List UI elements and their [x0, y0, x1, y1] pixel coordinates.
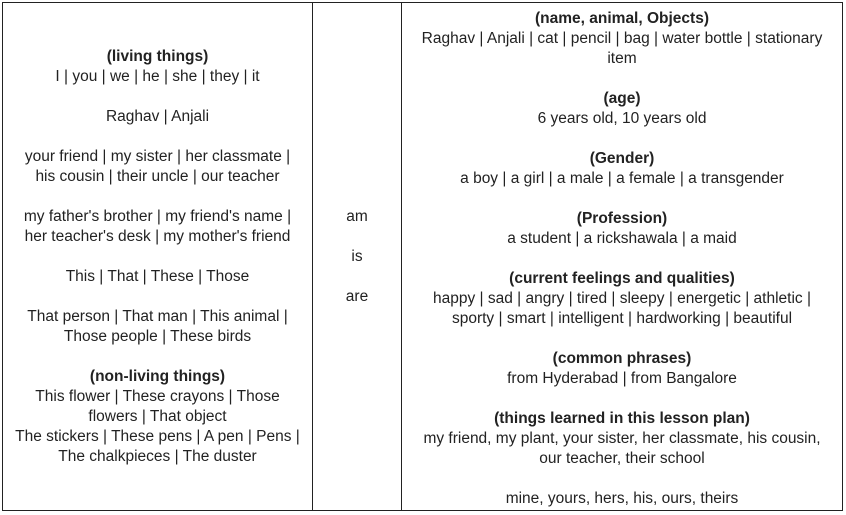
- possessive-phrases-line: her teacher's desk | my mother's friend: [24, 227, 291, 245]
- group-heading: (things learned in this lesson plan): [494, 410, 750, 427]
- group-line: our teacher, their school: [539, 450, 705, 467]
- non-living-things-heading: (non-living things): [89, 367, 226, 385]
- group-line: sporty | smart | intelligent | hardworking | beautiful: [451, 310, 793, 327]
- relations-line: his cousin | their uncle | our teacher: [35, 167, 280, 185]
- group-line: Raghav | Anjali | cat | pencil | bag | water bottle | stationary: [421, 30, 823, 47]
- nonliving-line: The chalkpieces | The duster: [58, 447, 257, 465]
- group-heading: (current feelings and qualities): [509, 270, 735, 287]
- demonstrative-phrases-line: That person | That man | This animal |: [27, 307, 288, 325]
- group-line: a boy | a girl | a male | a female | a transgender: [460, 170, 784, 187]
- group-line: item: [607, 50, 637, 67]
- group-heading: (Profession): [576, 210, 668, 227]
- names-line: Raghav | Anjali: [105, 107, 210, 125]
- relations-line: your friend | my sister | her classmate |: [24, 147, 291, 165]
- group-heading: (name, animal, Objects): [535, 10, 709, 27]
- subject-cell: [3, 3, 313, 511]
- group-line: a student | a rickshawala | a maid: [507, 230, 737, 247]
- group-heading: (common phrases): [552, 350, 692, 367]
- nonliving-line: flowers | That object: [88, 407, 227, 425]
- demonstrative-phrases-line: Those people | These birds: [63, 327, 252, 345]
- sentence-structure-table: [2, 2, 843, 511]
- group-heading: (Gender): [589, 150, 655, 167]
- demonstratives-line: This | That | These | Those: [65, 267, 250, 285]
- possessive-phrases-line: my father's brother | my friend's name |: [23, 207, 292, 225]
- nonliving-line: This flower | These crayons | Those: [35, 387, 280, 405]
- complement-cell: [402, 3, 843, 511]
- group-line: happy | sad | angry | tired | sleepy | energetic | athletic |: [433, 290, 811, 307]
- group-line: from Hyderabad | from Bangalore: [507, 370, 737, 387]
- table-row: [3, 3, 843, 511]
- verb-cell: [313, 3, 402, 511]
- verb-are: are: [345, 287, 369, 305]
- possessive-pronouns-line: mine, yours, hers, his, ours, theirs: [505, 490, 739, 507]
- pronouns-line: I | you | we | he | she | they | it: [55, 67, 260, 85]
- group-heading: (age): [603, 90, 641, 107]
- nonliving-line: The stickers | These pens | A pen | Pens |: [15, 427, 300, 445]
- living-things-heading: (living things): [106, 47, 209, 65]
- verb-is: is: [351, 247, 363, 265]
- verb-am: am: [346, 207, 368, 225]
- group-line: my friend, my plant, your sister, her classmate, his cousin,: [423, 430, 821, 447]
- group-line: 6 years old, 10 years old: [537, 110, 707, 127]
